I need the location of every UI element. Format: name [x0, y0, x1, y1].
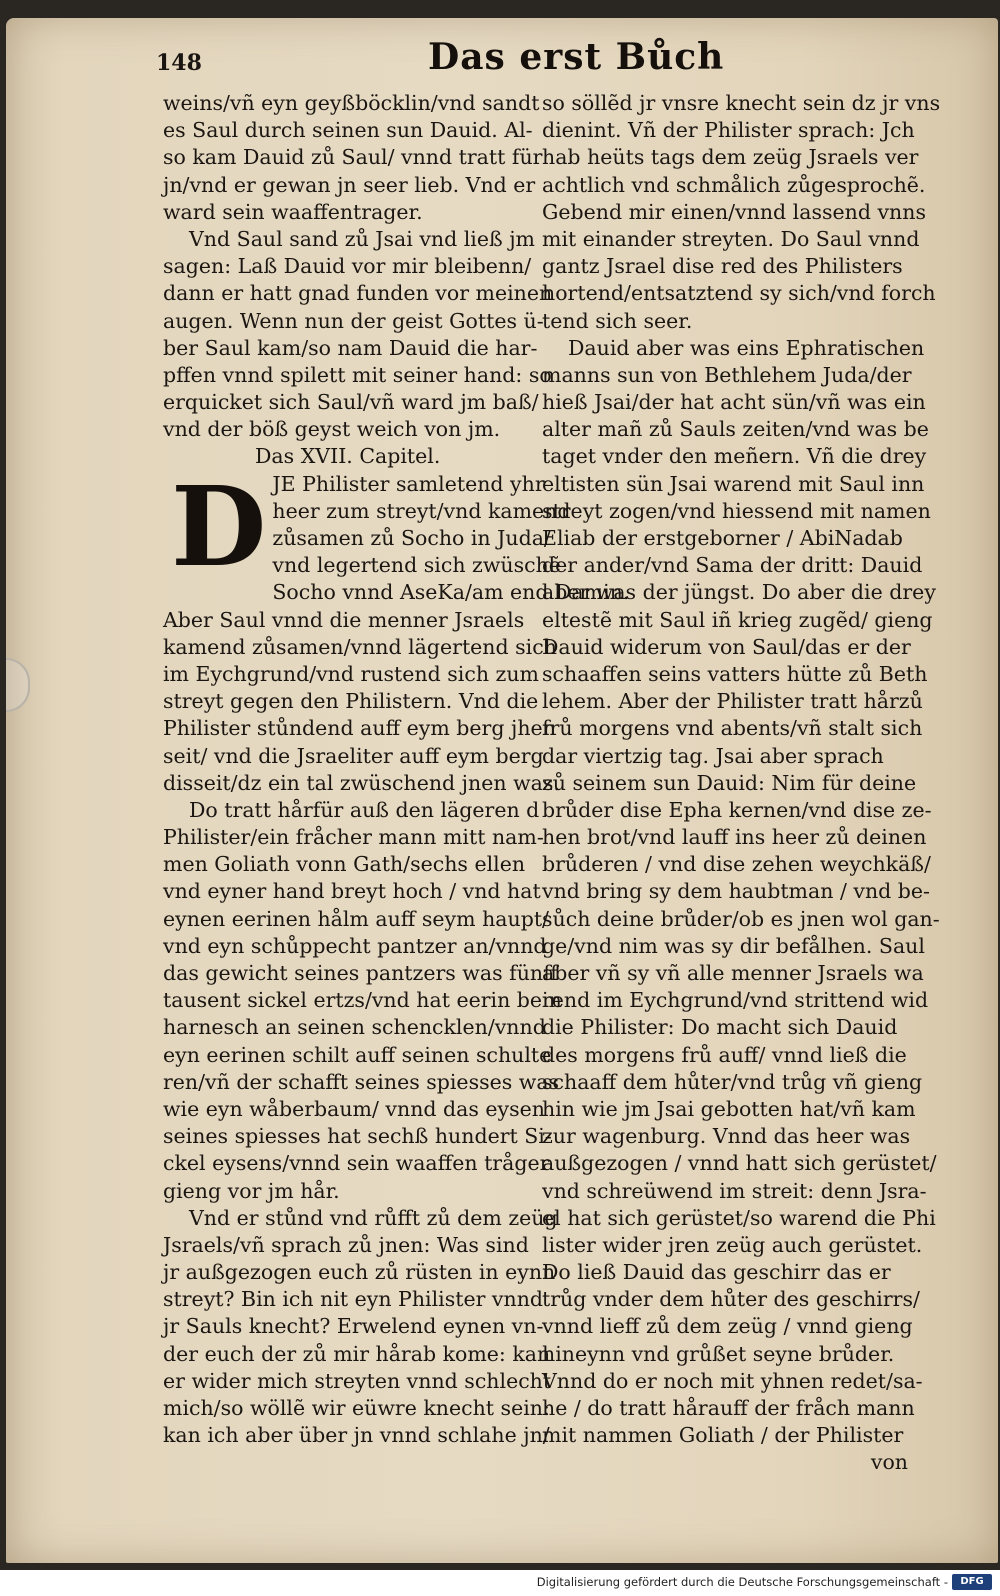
text-line: vnd eyner hand breyt hoch / vnd hat — [163, 879, 541, 904]
text-line: so kam Dauid zů Saul/ vnnd tratt für — [163, 145, 543, 170]
text-line: harnesch an seinen schencklen/vnnd — [163, 1015, 546, 1040]
text-line: so söllẽd jr vnsre knecht sein dz jr vns — [542, 91, 941, 115]
chapter-heading: Das XVII. Capitel. — [255, 444, 441, 469]
page-number: 148 — [156, 50, 202, 76]
text-line: achtlich vnd schmålich zůgesprochẽ. — [542, 172, 926, 197]
text-line: lehem. Aber der Philister tratt hårzů — [542, 689, 923, 714]
text-line: die Philister: Do macht sich Dauid — [542, 1015, 898, 1040]
text-line: streyt gegen den Philistern. Vnd die — [163, 689, 539, 714]
text-line: vnd legertend sich zwüschẽ — [272, 553, 561, 578]
page-clip — [6, 658, 30, 712]
text-line: dienint. Vñ der Philister sprach: Jch — [542, 118, 915, 143]
text-line: Do tratt hårfür auß den lägeren d — [189, 797, 540, 822]
text-line: ber Saul kam/so nam Dauid die har- — [163, 335, 538, 360]
text-line: des morgens frů auff/ vnnd ließ die — [542, 1042, 907, 1067]
text-line: weins/vñ eyn geyßböcklin/vnd sandt — [163, 91, 540, 115]
text-line: men Goliath vonn Gath/sechs ellen — [163, 852, 526, 877]
text-line: aber vñ sy vñ alle menner Jsraels wa — [542, 961, 924, 985]
text-line: mich/so wöllẽ wir eüwre knecht sein: — [163, 1396, 550, 1420]
text-line: eltisten sün Jsai warend mit Saul inn — [542, 471, 925, 496]
text-line: Do ließ Dauid das geschirr das er — [542, 1260, 891, 1285]
footer — [0, 1570, 1000, 1596]
text-line: ward sein waaffentrager. — [163, 199, 423, 224]
text-line: ckel eysens/vnnd sein waaffen tråger — [163, 1151, 550, 1176]
text-line: vnd eyn schůppecht pantzer an/vnnd — [163, 933, 547, 958]
text-line: zůsamen zů Socho in Juda/ — [272, 526, 551, 550]
text-line: tausent sickel ertzs/vnd hat eerin bein — [163, 988, 562, 1013]
text-line: ren/vñ der schafft seines spiesses was — [163, 1069, 560, 1094]
text-line: trůg vnder dem hůter des geschirrs/ — [542, 1287, 920, 1312]
text-line: der euch der zů mir hårab kome: kan — [163, 1341, 551, 1366]
text-line: frů morgens vnd abents/vñ stalt sich — [542, 716, 923, 741]
text-line: rend im Eychgrund/vnd strittend wid — [542, 988, 929, 1013]
text-line: schaaffen seins vatters hütte zů Beth — [542, 661, 928, 686]
text-line: im Eychgrund/vnd rustend sich zum — [163, 661, 539, 686]
text-line: manns sun von Bethlehem Juda/der — [542, 362, 912, 387]
text-line: dar viertzig tag. Jsai aber sprach — [542, 743, 884, 768]
text-line: wie eyn wåberbaum/ vnnd das eysen — [163, 1096, 545, 1121]
text-line: zur wagenburg. Vnnd das heer was — [542, 1124, 911, 1149]
text-line: Vnnd do er noch mit yhnen redet/sa- — [542, 1368, 923, 1393]
text-line: Vnd Saul sand zů Jsai vnd ließ jm — [189, 226, 535, 251]
text-line: das gewicht seines pantzers was fünff — [163, 961, 558, 985]
text-line: brůderen / vnd dise zehen weychkäß/ — [542, 852, 931, 877]
text-line: streyt zogen/vnd hiessend mit namen — [542, 498, 931, 523]
running-head: Das erst Bůch — [428, 36, 725, 78]
text-line: dann er hatt gnad funden vor meinen — [163, 281, 553, 306]
text-line: jr Sauls knecht? Erwelend eynen vn- — [163, 1314, 544, 1339]
text-line: mit nammen Goliath / der Philister — [542, 1423, 904, 1448]
text-line: Philister/ein fråcher mann mitt nam- — [163, 825, 544, 850]
text-line: gieng vor jm hår. — [163, 1178, 340, 1203]
text-line: eynen eerinen hålm auff seym haupt/ — [163, 906, 549, 931]
text-line: kan ich aber über jn vnnd schlahe jn/ — [163, 1423, 550, 1448]
text-line: vnnd lieff zů dem zeüg / vnnd gieng — [542, 1314, 913, 1339]
text-line: schaaff dem hůter/vnd trůg vñ gieng — [542, 1069, 923, 1094]
text-line: Socho vnnd AseKa/am end Damin. — [272, 580, 630, 605]
text-line: Vnd er stůnd vnd růfft zů dem zeüg — [189, 1205, 558, 1230]
text-line: el hat sich gerüstet/so warend die Phi — [542, 1205, 936, 1230]
text-line: Dauid widerum von Saul/das er der — [542, 634, 911, 659]
text-line: augen. Wenn nun der geist Gottes ü- — [163, 308, 544, 333]
text-line: ge/vnd nim was sy dir befålhen. Saul — [542, 933, 925, 958]
text-line: aber was der jüngst. Do aber die drey — [542, 580, 936, 605]
text-line: taget vnder den meñern. Vñ die drey — [542, 444, 927, 469]
text-line: alter mañ zů Sauls zeiten/vnd was be — [542, 417, 929, 442]
text-line: der ander/vnd Sama der dritt: Dauid — [542, 553, 923, 578]
text-line: sůch deine brůder/ob es jnen wol gan- — [542, 906, 940, 931]
text-line: erquicket sich Saul/vñ ward jm baß/ — [163, 390, 539, 415]
text-line: tend sich seer. — [542, 308, 693, 333]
text-line: heer zum streyt/vnd kamend — [272, 498, 571, 523]
text-line: streyt? Bin ich nit eyn Philister vnnd — [163, 1287, 544, 1312]
text-line: seit/ vnd die Jsraeliter auff eym berg — [163, 743, 544, 768]
text-line: er wider mich streyten vnnd schlecht — [163, 1368, 552, 1393]
text-line: jn/vnd er gewan jn seer lieb. Vnd er — [163, 172, 536, 197]
text-line: eyn eerinen schilt auff seinen schulte — [163, 1042, 552, 1067]
text-line: vnd bring sy dem haubtman / vnd be- — [542, 879, 930, 904]
text-line: Jsraels/vñ sprach zů jnen: Was sind — [163, 1232, 529, 1257]
text-line: mit einander streyten. Do Saul vnnd — [542, 226, 920, 251]
text-line: seines spiesses hat sechß hundert Si- — [163, 1124, 552, 1149]
text-line: hineynn vnd grůßet seyne brůder. — [542, 1341, 895, 1366]
text-line: Aber Saul vnnd die menner Jsraels — [163, 607, 525, 632]
text-line: außgezogen / vnnd hatt sich gerüstet/ — [542, 1151, 937, 1176]
text-line: disseit/dz ein tal zwüschend jnen was. — [163, 770, 560, 795]
catchword: von — [870, 1450, 908, 1475]
text-line: Eliab der erstgeborner / AbiNadab — [542, 526, 903, 550]
text-line: jr außgezogen euch zů rüsten in eynn — [163, 1260, 556, 1285]
drop-capital: D — [171, 461, 267, 591]
text-line: pffen vnnd spilett mit seiner hand: so — [163, 362, 552, 387]
text-line: hieß Jsai/der hat acht sün/vñ was ein — [542, 390, 926, 415]
text-line: hen brot/vnd lauff ins heer zů deinen — [542, 825, 927, 850]
text-line: brůder dise Epha kernen/vnd dise ze- — [542, 797, 932, 822]
text-line: hortend/entsatztend sy sich/vnd forch — [542, 281, 936, 306]
text-line: JE Philister samletend yhr — [272, 471, 545, 496]
text-line: lister wider jren zeüg auch gerüstet. — [542, 1232, 923, 1257]
text-line: he / do tratt hårauff der fråch mann — [542, 1396, 915, 1420]
right-column — [542, 90, 941, 1477]
text-line: es Saul durch seinen sun Dauid. Al- — [163, 118, 533, 143]
text-line: Gebend mir einen/vnnd lassend vnns — [542, 199, 926, 224]
footer-credit: Digitalisierung gefördert durch die Deutsche Forschungsgemeinschaft - — [536, 1575, 948, 1589]
text-line: vnd der böß geyst weich von jm. — [163, 417, 501, 442]
text-line: zů seinem sun Dauid: Nim für deine — [542, 770, 917, 795]
dfg-logo: DFG — [952, 1574, 992, 1590]
text-line: gantz Jsrael dise red des Philisters — [542, 254, 903, 279]
text-line: eltestẽ mit Saul iñ krieg zugẽd/ gieng — [542, 607, 933, 632]
text-line: vnd schreüwend im streit: denn Jsra- — [542, 1178, 927, 1203]
text-line: hin wie jm Jsai gebotten hat/vñ kam — [542, 1096, 916, 1121]
text-line: kamend zůsamen/vnnd lägertend sich — [163, 634, 557, 659]
text-line: sagen: Laß Dauid vor mir bleibenn/ — [163, 254, 532, 279]
text-line: hab heüts tags dem zeüg Jsraels ver — [542, 145, 919, 170]
text-line: Dauid aber was eins Ephratischen — [568, 335, 925, 360]
text-line: Philister stůndend auff eym berg jhen — [163, 716, 556, 741]
